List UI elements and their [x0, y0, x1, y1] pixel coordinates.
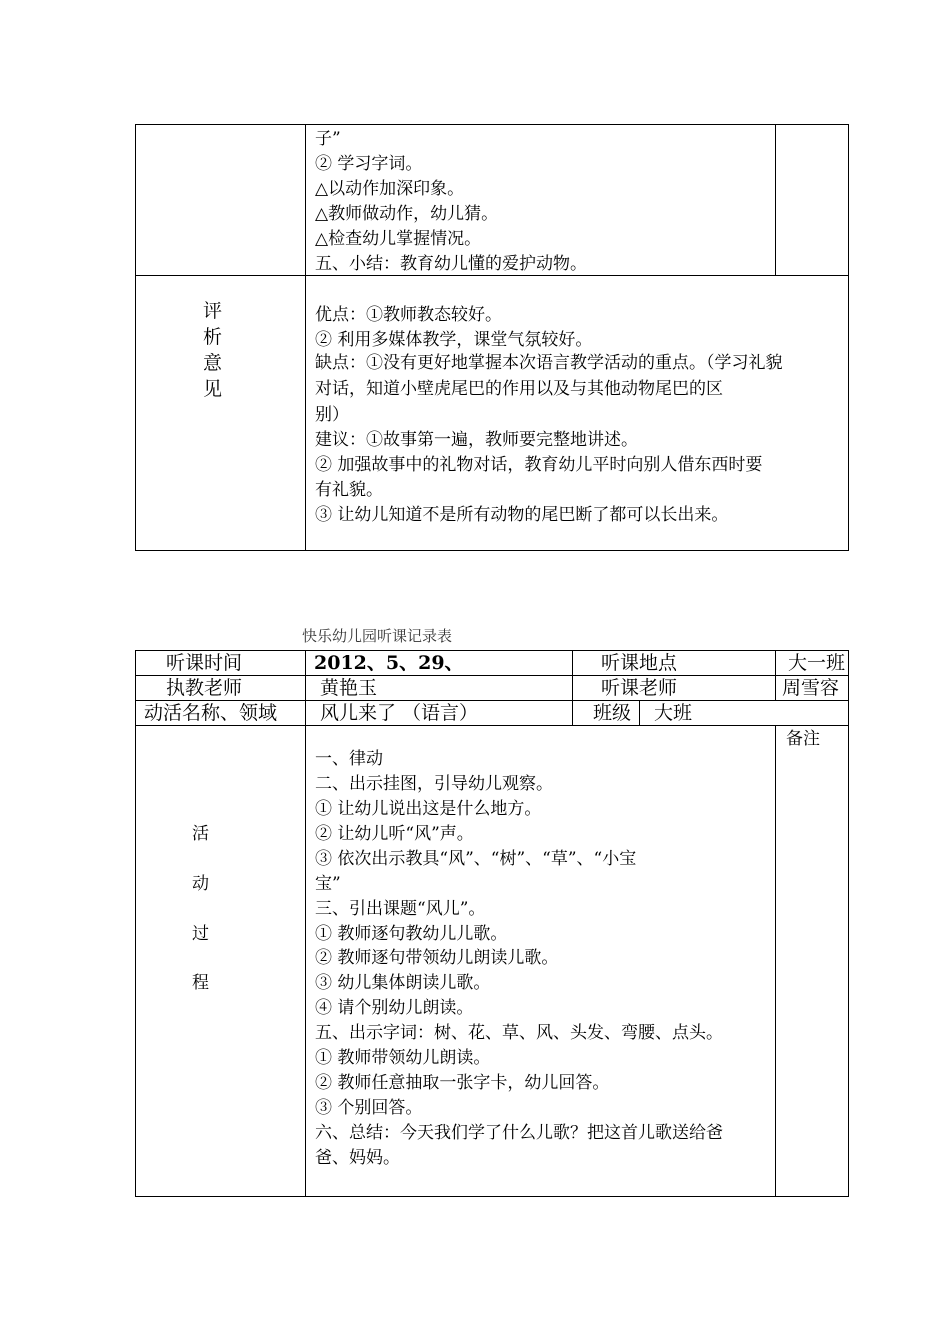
place-value-cell [776, 651, 849, 676]
review-line: ② 加强故事中的礼物对话，教育幼儿平时向别人借东西时要 [315, 455, 763, 475]
process-line: ① 教师逐句教幼儿儿歌。 [315, 924, 508, 944]
review-line: 缺点：①没有更好地掌握本次语言教学活动的重点。（学习礼貌 [315, 353, 783, 373]
listener-value-cell [776, 676, 849, 701]
process-content-cell [306, 125, 776, 276]
process-line: 一、律动 [315, 749, 383, 769]
class-value: 大班 [654, 702, 693, 724]
review-line: 有礼貌。 [315, 480, 383, 500]
process-line: ② 教师任意抽取一张字卡，幼儿回答。 [315, 1073, 610, 1093]
process-line: 五、小结：教育幼儿懂的爱护动物。 [315, 254, 587, 274]
process-line: 子” [315, 129, 341, 149]
upper-record-table [135, 124, 849, 551]
class-label-cell [573, 701, 640, 726]
teacher-label-cell [136, 676, 306, 701]
process-label-char: 程 [192, 973, 209, 993]
process-line: ① 教师带领幼儿朗读。 [315, 1048, 491, 1068]
notes-cell [776, 125, 849, 276]
time-label: 听课时间 [166, 652, 243, 674]
review-line: 别） [315, 405, 349, 425]
process-line: 五、出示字词：树、花、草、风、头发、弯腰、点头。 [315, 1023, 723, 1043]
review-line: ② 利用多媒体教学，课堂气氛较好。 [315, 330, 593, 350]
process-line: 二、出示挂图，引导幼儿观察。 [315, 774, 553, 794]
teacher-label: 执教老师 [166, 677, 243, 699]
class-value-cell [640, 701, 849, 726]
listener-value: 周雪容 [782, 677, 840, 699]
review-content-cell [306, 276, 849, 551]
process-label-cell-empty [136, 125, 306, 276]
process-line: 宝” [315, 874, 341, 894]
process-label-char: 动 [192, 874, 209, 894]
review-line: 对话，知道小壁虎尾巴的作用以及与其他动物尾巴的区 [315, 379, 723, 399]
review-line: ③ 让幼儿知道不是所有动物的尾巴断了都可以长出来。 [315, 505, 729, 525]
process-line: ③ 依次出示教具“风”、“树”、“草”、“小宝 [315, 849, 637, 869]
review-line: 建议：①故事第一遍，教师要完整地讲述。 [315, 430, 638, 450]
activity-value: 风儿来了 （语言） [320, 702, 479, 724]
process-line: ② 教师逐句带领幼儿朗读儿歌。 [315, 948, 559, 968]
notes-label: 备注 [786, 729, 821, 749]
process-line: ④ 请个别幼儿朗读。 [315, 998, 474, 1018]
process-line: △检查幼儿掌握情况。 [315, 229, 482, 249]
activity-label-cell [136, 701, 306, 726]
place-value: 大一班 [788, 652, 846, 674]
review-line: 优点：①教师教态较好。 [315, 305, 502, 325]
process-line: ③ 幼儿集体朗读儿歌。 [315, 973, 491, 993]
review-label-cell [136, 276, 306, 551]
process-line: △以动作加深印象。 [315, 179, 465, 199]
listener-label-cell [573, 676, 776, 701]
review-label-char: 评 [203, 300, 223, 322]
process-line: ③ 个别回答。 [315, 1098, 423, 1118]
teacher-value: 黄艳玉 [320, 677, 378, 699]
time-label-cell [136, 651, 306, 676]
process-line: 六、总结：今天我们学了什么儿歌？把这首儿歌送给爸 [315, 1123, 723, 1143]
process-line: 爸、妈妈。 [315, 1148, 400, 1168]
process-line: ① 让幼儿说出这是什么地方。 [315, 799, 542, 819]
class-label: 班级 [593, 702, 632, 724]
process-content-cell [306, 726, 776, 1197]
review-label-char: 析 [203, 326, 223, 348]
process-line: 三、引出课题“风儿”。 [315, 899, 486, 919]
place-label: 听课地点 [601, 652, 678, 674]
process-label-char: 过 [192, 924, 209, 944]
notes-cell [776, 726, 849, 1197]
time-value-cell [306, 651, 573, 676]
lesson-record-table [135, 650, 849, 1197]
activity-label: 动活名称、领域 [144, 702, 278, 724]
process-line: ② 让幼儿听“风”声。 [315, 824, 474, 844]
place-label-cell [573, 651, 776, 676]
process-label-char: 活 [192, 824, 209, 844]
review-label-char: 意 [203, 352, 223, 374]
teacher-value-cell [306, 676, 573, 701]
process-line: △教师做动作，幼儿猜。 [315, 204, 499, 224]
listener-label: 听课老师 [601, 677, 678, 699]
review-label-char: 见 [203, 378, 223, 400]
process-line: ② 学习字词。 [315, 154, 423, 174]
process-label-cell [136, 726, 306, 1197]
time-value: 2012、5、29、 [314, 652, 464, 674]
table-caption: 快乐幼儿园听课记录表 [302, 627, 453, 645]
activity-value-cell [306, 701, 573, 726]
